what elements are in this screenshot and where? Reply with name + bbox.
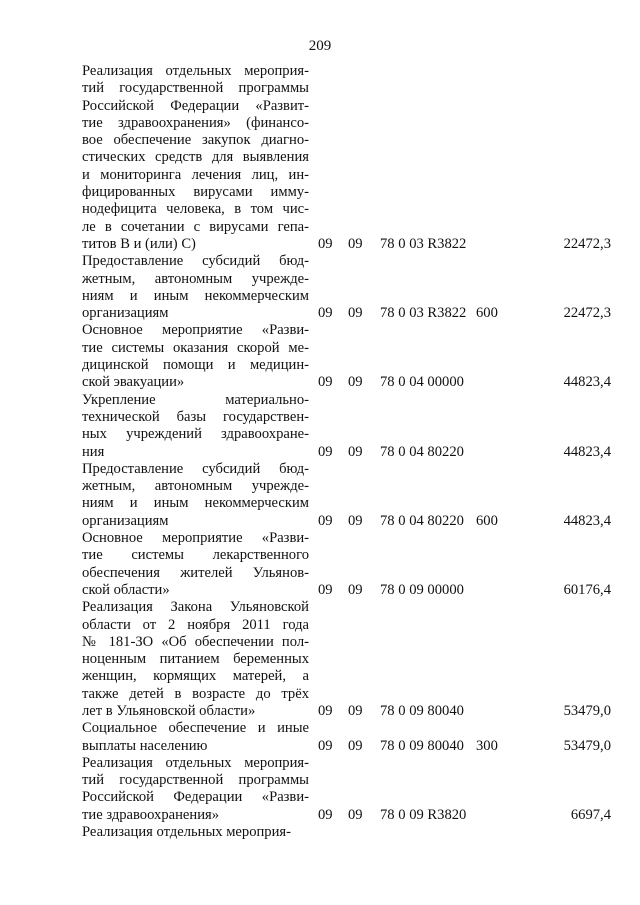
description-line: ных учреждений здравоохране- <box>82 426 309 443</box>
section-code: 09 <box>318 374 333 391</box>
description-line: Реализация отдельных мероприя- <box>82 824 291 841</box>
section-code: 09 <box>318 305 333 322</box>
description-line: области от 2 ноября 2011 года <box>82 616 309 633</box>
description-line: Реализация Закона Ульяновской <box>82 599 309 616</box>
description-line: Российской Федерации «Развит- <box>82 97 309 114</box>
row-description <box>82 392 309 461</box>
target-article-code: 78 0 09 80040 <box>380 702 464 719</box>
subsection-code: 09 <box>348 737 363 754</box>
section-code: 09 <box>318 737 333 754</box>
target-article-code: 78 0 09 R3820 <box>380 806 467 823</box>
section-code: 09 <box>318 702 333 719</box>
description-line: выплаты населению <box>82 737 208 754</box>
description-line: титов В и (или) С) <box>82 235 196 252</box>
row-description <box>82 461 309 530</box>
section-code: 09 <box>318 512 333 529</box>
row-description <box>82 63 309 253</box>
table-row <box>0 63 640 253</box>
amount-value: 44823,4 <box>563 443 611 460</box>
table-row <box>0 599 640 720</box>
section-code: 09 <box>318 235 333 252</box>
amount-value: 53479,0 <box>563 737 611 754</box>
description-line: Реализация отдельных мероприя- <box>82 754 309 771</box>
description-line: тий государственной программы <box>82 80 309 97</box>
description-line: ле в сочетании с вирусами гепа- <box>82 218 309 235</box>
description-line: тие системы лекарственного <box>82 547 309 564</box>
subsection-code: 09 <box>348 581 363 598</box>
row-description <box>82 755 309 824</box>
subsection-code: 09 <box>348 305 363 322</box>
amount-value: 44823,4 <box>563 374 611 391</box>
description-line: стических средств для выявления <box>82 149 309 166</box>
description-line: ноценным питанием беременных <box>82 651 309 668</box>
section-code: 09 <box>318 581 333 598</box>
description-line: ниям и иным некоммерческим <box>82 287 309 304</box>
expense-type-code: 600 <box>476 305 498 322</box>
description-line: Предоставление субсидий бюд- <box>82 460 309 477</box>
table-row <box>0 322 640 391</box>
amount-value: 53479,0 <box>563 702 611 719</box>
description-line: лет в Ульяновской области» <box>82 702 256 719</box>
description-line: организациям <box>82 305 169 322</box>
target-article-code: 78 0 09 80040 <box>380 737 464 754</box>
row-description <box>82 322 309 391</box>
description-line: организациям <box>82 512 169 529</box>
table-row <box>0 755 640 824</box>
description-line: Основное мероприятие «Разви- <box>82 530 309 547</box>
target-article-code: 78 0 04 80220 <box>380 512 464 529</box>
table-row <box>0 530 640 599</box>
description-line: Укрепление материально- <box>82 391 309 408</box>
table-row <box>0 720 640 755</box>
description-line: тие здравоохранения» <box>82 806 220 823</box>
description-line: также детей в возрасте до трёх <box>82 685 309 702</box>
table-row <box>0 253 640 322</box>
row-description <box>82 530 309 599</box>
description-line: тие системы оказания скорой ме- <box>82 339 309 356</box>
amount-value: 60176,4 <box>563 581 611 598</box>
amount-value: 6697,4 <box>570 806 611 823</box>
subsection-code: 09 <box>348 806 363 823</box>
description-line: ниям и иным некоммерческим <box>82 495 309 512</box>
description-line: жетным, автономным учрежде- <box>82 270 309 287</box>
page-number: 209 <box>308 38 332 54</box>
description-line: Социальное обеспечение и иные <box>82 720 309 737</box>
description-line: технической базы государствен- <box>82 408 309 425</box>
description-line: тий государственной программы <box>82 772 309 789</box>
description-line: жетным, автономным учрежде- <box>82 478 309 495</box>
description-line: Основное мероприятие «Разви- <box>82 322 309 339</box>
description-line: и мониторинга лечения лиц, ин- <box>82 166 309 183</box>
description-line: обеспечения жителей Ульянов- <box>82 564 309 581</box>
description-line: ния <box>82 443 105 460</box>
description-line: дицинской помощи и медицин- <box>82 357 309 374</box>
row-description <box>82 599 309 720</box>
target-article-code: 78 0 03 R3822 <box>380 235 467 252</box>
section-code: 09 <box>318 443 333 460</box>
description-line: женщин, кормящих матерей, а <box>82 668 309 685</box>
description-line: Предоставление субсидий бюд- <box>82 253 309 270</box>
target-article-code: 78 0 09 00000 <box>380 581 464 598</box>
description-line: нодефицита человека, в том чис- <box>82 201 309 218</box>
description-line: Российской Федерации «Разви- <box>82 789 309 806</box>
budget-table <box>0 63 640 841</box>
table-row <box>0 824 640 841</box>
subsection-code: 09 <box>348 702 363 719</box>
table-row <box>0 461 640 530</box>
amount-value: 44823,4 <box>563 512 611 529</box>
description-line: тие здравоохранения» (финансо- <box>82 114 309 131</box>
row-description <box>82 824 309 841</box>
target-article-code: 78 0 04 00000 <box>380 374 464 391</box>
description-line: № 181-ЗО «Об обеспечении пол- <box>82 633 309 650</box>
target-article-code: 78 0 04 80220 <box>380 443 464 460</box>
subsection-code: 09 <box>348 512 363 529</box>
expense-type-code: 600 <box>476 512 498 529</box>
expense-type-code: 300 <box>476 737 498 754</box>
description-line: ской эвакуации» <box>82 374 185 391</box>
description-line: Реализация отдельных мероприя- <box>82 63 309 79</box>
amount-value: 22472,3 <box>563 305 611 322</box>
row-description <box>82 720 309 755</box>
description-line: вое обеспечение закупок диагно- <box>82 132 309 149</box>
row-description <box>82 253 309 322</box>
subsection-code: 09 <box>348 443 363 460</box>
section-code: 09 <box>318 806 333 823</box>
target-article-code: 78 0 03 R3822 <box>380 305 467 322</box>
description-line: ской области» <box>82 581 170 598</box>
subsection-code: 09 <box>348 235 363 252</box>
amount-value: 22472,3 <box>563 235 611 252</box>
subsection-code: 09 <box>348 374 363 391</box>
table-row <box>0 392 640 461</box>
description-line: фицированных вирусами имму- <box>82 184 309 201</box>
